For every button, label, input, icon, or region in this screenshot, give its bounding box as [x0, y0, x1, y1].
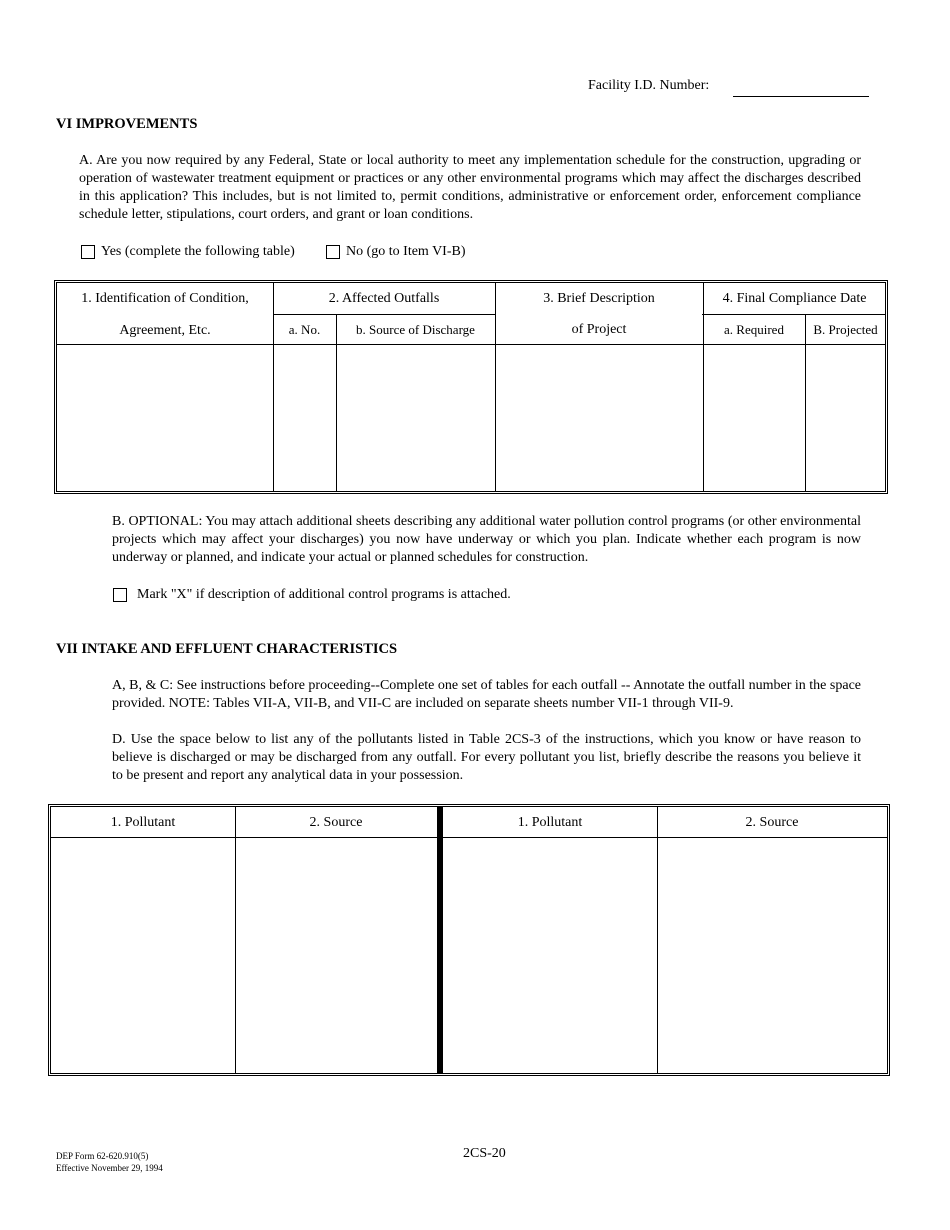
required-date-cell[interactable]	[704, 345, 805, 491]
pollutant-table	[48, 804, 890, 1076]
col-pollutant-right: 1. Pollutant	[517, 815, 583, 830]
col-pollutant-left: 1. Pollutant	[110, 815, 176, 830]
improvements-table	[54, 280, 888, 494]
attached-option[interactable]	[113, 587, 511, 603]
section-vi-item-a: A. Are you now required by any Federal, State or local authority to meet any implementation schedule for the construction, upgrading or operation of wastewater treatment equipment or practices or any other environmental programs which may affect the discharges described in this application? This includes, but is not limited to, permit conditions, administrative or enforcement order, enforcement compliance schedule letter, stipulations, court orders, and grant or loan conditions.	[79, 153, 861, 222]
outfalls-subheader-line	[273, 314, 495, 315]
col-outfall-no: a. No.	[288, 322, 321, 337]
page-number: 2CS-20	[463, 1146, 506, 1161]
section-vii-item-abc: A, B, & C: See instructions before proceeding--Complete one set of tables for each outfall -- Annotate the outfall number in the space provided. NOTE: Tables VII-A, VII-B, and VII-C are included on separate sheets number VII-1 through VII-9.	[112, 678, 861, 711]
col-source-of-discharge: b. Source of Discharge	[356, 322, 475, 337]
col-final-compliance-date: 4. Final Compliance Date	[722, 291, 867, 306]
section-vii-item-d: D. Use the space below to list any of the pollutants listed in Table 2CS-3 of the instructions, which you know or have reason to believe is discharged or may be discharged from any outfall. For every pollutant you list, briefly describe the reasons you believe it to be present and report any analytical data in your possession.	[112, 732, 861, 783]
col-required: a. Required	[724, 322, 784, 337]
attached-checkbox[interactable]	[113, 588, 127, 602]
brief-description-cell[interactable]	[496, 345, 703, 491]
yes-label: Yes (complete the following table)	[101, 244, 295, 259]
col-affected-outfalls: 2. Affected Outfalls	[328, 291, 440, 306]
source-right-cell[interactable]	[658, 838, 887, 1073]
pollutant-left-cell[interactable]	[51, 838, 235, 1073]
no-option[interactable]	[326, 244, 466, 260]
attached-label: Mark "X" if description of additional control programs is attached.	[137, 587, 511, 602]
identification-cell[interactable]	[57, 345, 273, 491]
source-of-discharge-cell[interactable]	[337, 345, 495, 491]
yes-option[interactable]	[81, 244, 295, 260]
col-identification-line2: Agreement, Etc.	[119, 323, 211, 338]
form-id: DEP Form 62-620.910(5)	[56, 1151, 149, 1161]
pollutant-right-cell[interactable]	[443, 838, 657, 1073]
compliance-subheader-line	[702, 314, 886, 315]
col-source-right: 2. Source	[745, 815, 799, 830]
effective-date: Effective November 29, 1994	[56, 1163, 163, 1173]
facility-id-field[interactable]	[733, 96, 869, 97]
section-vii-title: VII INTAKE AND EFFLUENT CHARACTERISTICS	[56, 641, 398, 657]
col-projected: B. Projected	[813, 322, 878, 337]
section-vi-item-b: B. OPTIONAL: You may attach additional sheets describing any additional water pollution control programs (or other environmental projects which may affect your discharges) you now have underway or which you plan. Indicate whether each program is now underway or planned, and indicate your actual or planned schedules for construction.	[112, 514, 861, 565]
col-brief-description-line1: 3. Brief Description	[543, 291, 655, 306]
col-identification-line1: 1. Identification of Condition,	[81, 291, 249, 306]
source-left-cell[interactable]	[236, 838, 437, 1073]
col-brief-description-line2: of Project	[571, 322, 627, 337]
outfall-no-cell[interactable]	[274, 345, 336, 491]
yes-checkbox[interactable]	[81, 245, 95, 259]
no-label: No (go to Item VI-B)	[346, 244, 466, 259]
section-vi-title: VI IMPROVEMENTS	[56, 116, 198, 132]
col-source-left: 2. Source	[309, 815, 363, 830]
facility-id-label: Facility I.D. Number:	[588, 78, 710, 93]
projected-date-cell[interactable]	[806, 345, 885, 491]
no-checkbox[interactable]	[326, 245, 340, 259]
